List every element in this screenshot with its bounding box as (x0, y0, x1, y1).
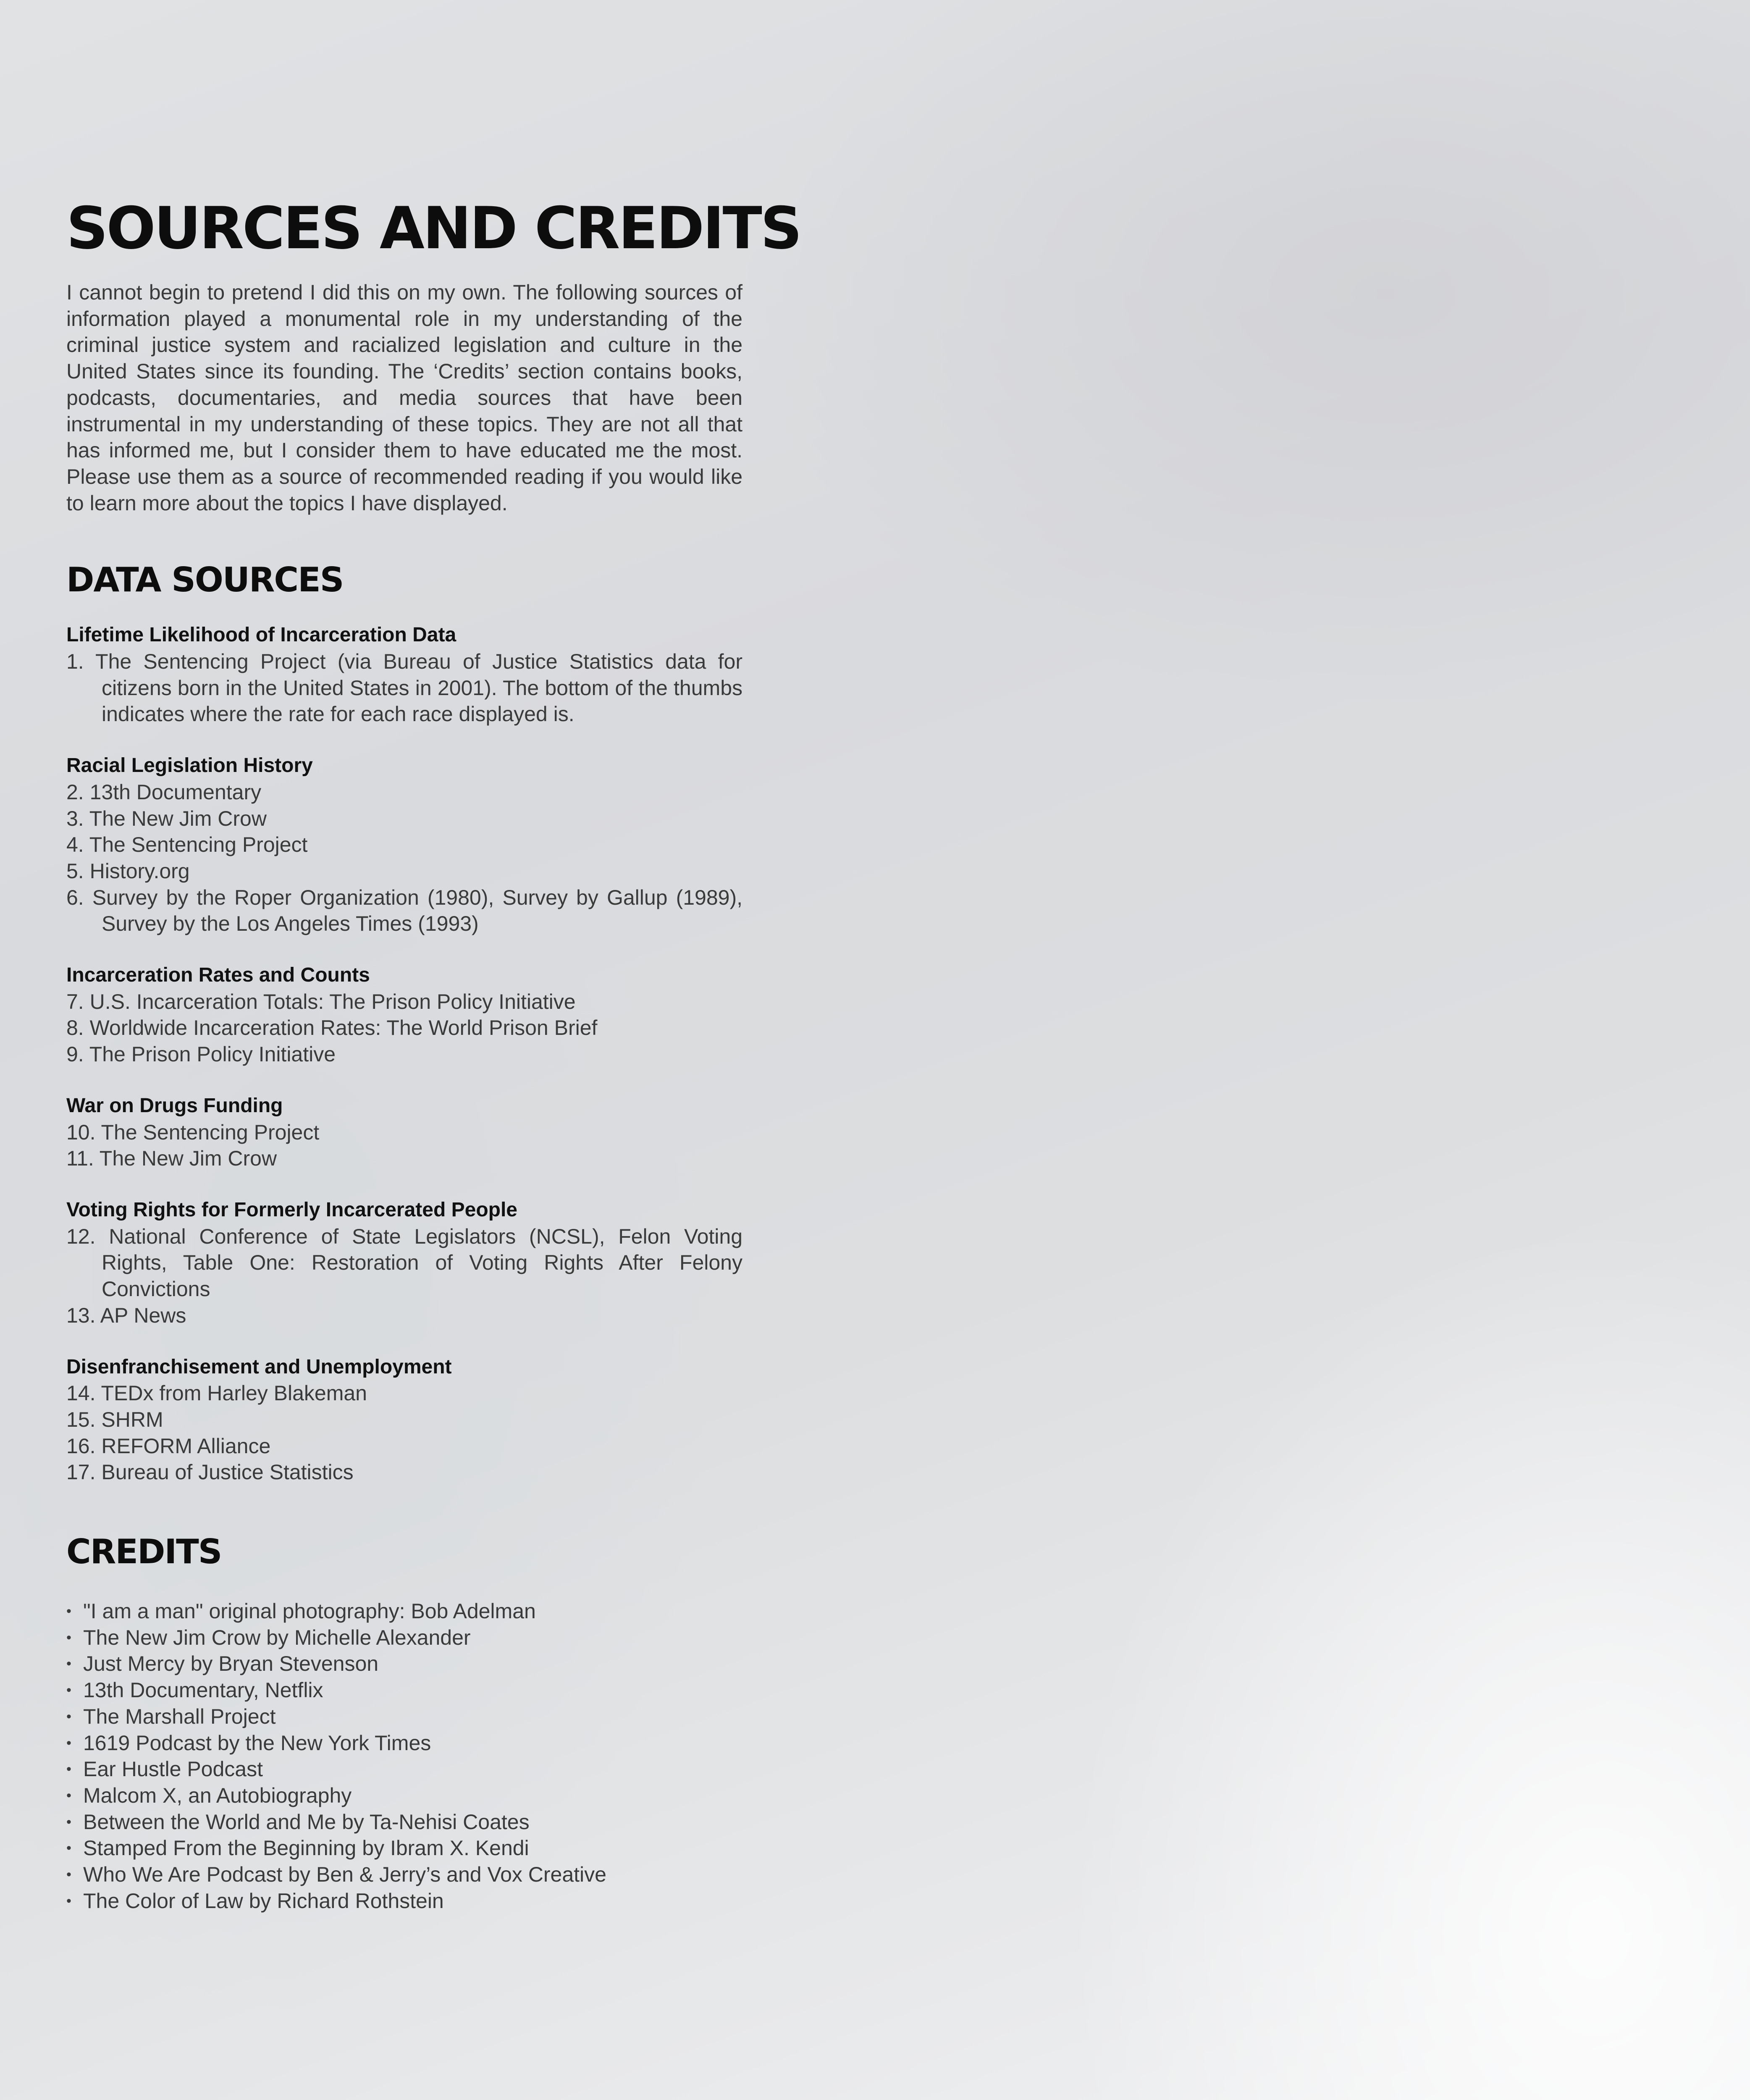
source-group (66, 1354, 743, 1486)
source-entry: 7. U.S. Incarceration Totals: The Prison Policy Initiative (66, 990, 576, 1013)
bullet-glyph: • (66, 1787, 71, 1803)
bullet-glyph: • (66, 1840, 71, 1856)
sources-and-credits-page (66, 194, 801, 1914)
bullet-glyph: • (66, 1682, 71, 1698)
credit-text: 1619 Podcast by the New York Times (83, 1731, 431, 1755)
credit-text: The New Jim Crow by Michelle Alexander (83, 1625, 471, 1649)
source-entry: 16. REFORM Alliance (66, 1434, 271, 1458)
source-group (66, 1197, 743, 1329)
credit-item (66, 1756, 743, 1782)
source-entry: 13. AP News (66, 1303, 186, 1327)
page-title: SOURCES AND CREDITS (66, 194, 801, 262)
credit-text: The Marshall Project (83, 1704, 276, 1728)
source-entry: 11. The New Jim Crow (66, 1147, 277, 1171)
credit-item (66, 1651, 743, 1677)
source-group-title: Incarceration Rates and Counts (66, 964, 370, 987)
source-entries (66, 1119, 743, 1172)
credit-text: The Color of Law by Richard Rothstein (83, 1889, 444, 1913)
credit-item (66, 1809, 743, 1835)
source-group-title: Voting Rights for Formerly Incarcerated People (66, 1198, 517, 1221)
source-entries (66, 1380, 743, 1486)
source-entry: 12. National Conference of State Legislators (NCSL), Felon Voting Rights, Table One: Restoration of Voting Rights After Felony Convictions (66, 1224, 743, 1301)
source-entry: 2. 13th Documentary (66, 780, 262, 804)
source-entries (66, 1223, 743, 1329)
credit-text: Just Mercy by Bryan Stevenson (83, 1652, 379, 1676)
credits-list (66, 1598, 743, 1914)
source-entry: 1. The Sentencing Project (via Bureau of Justice Statistics data for citizens born in the United States in 2001). The bottom of the thumbs indicates where the rate for each race displayed is. (66, 650, 743, 726)
credit-item (66, 1677, 743, 1704)
credits-heading: CREDITS (66, 1532, 222, 1572)
bullet-glyph: • (66, 1735, 71, 1751)
source-entry: 9. The Prison Policy Initiative (66, 1042, 336, 1066)
source-entry: 15. SHRM (66, 1407, 163, 1431)
credit-text: 13th Documentary, Netflix (83, 1678, 323, 1702)
source-group (66, 622, 743, 727)
source-entry: 17. Bureau of Justice Statistics (66, 1460, 354, 1484)
source-entry: 10. The Sentencing Project (66, 1120, 320, 1144)
source-group-title: Lifetime Likelihood of Incarceration Data (66, 624, 457, 646)
bullet-glyph: • (66, 1893, 71, 1909)
source-entry: 14. TEDx from Harley Blakeman (66, 1381, 367, 1405)
source-group-title: Disenfranchisement and Unemployment (66, 1355, 452, 1378)
source-group (66, 962, 743, 1068)
source-group (66, 1093, 743, 1172)
credit-text: Who We Are Podcast by Ben & Jerry’s and Vox Creative (83, 1863, 606, 1887)
source-entry: 6. Survey by the Roper Organization (1980), Survey by Gallup (1989), Survey by the Los Angeles Times (1993) (66, 885, 743, 936)
source-group (66, 753, 743, 937)
data-sources-heading: DATA SOURCES (66, 560, 344, 600)
credit-text: Ear Hustle Podcast (83, 1757, 263, 1781)
bullet-glyph: • (66, 1866, 71, 1883)
bullet-glyph: • (66, 1603, 71, 1620)
bullet-glyph: • (66, 1656, 71, 1672)
source-entry: 3. The New Jim Crow (66, 806, 267, 830)
data-sources-list (66, 622, 743, 1486)
credit-item (66, 1782, 743, 1809)
source-entries (66, 648, 743, 727)
credit-item (66, 1704, 743, 1730)
bullet-glyph: • (66, 1761, 71, 1777)
credit-text: Stamped From the Beginning by Ibram X. Kendi (83, 1836, 529, 1860)
credit-text: "I am a man" original photography: Bob Adelman (83, 1599, 536, 1623)
source-entries (66, 989, 743, 1068)
credit-text: Malcom X, an Autobiography (83, 1783, 352, 1807)
credit-item (66, 1888, 743, 1914)
bullet-glyph: • (66, 1814, 71, 1830)
source-entry: 8. Worldwide Incarceration Rates: The World Prison Brief (66, 1016, 598, 1040)
credit-item (66, 1625, 743, 1651)
credit-item (66, 1861, 743, 1888)
source-group-title: War on Drugs Funding (66, 1094, 283, 1117)
credit-item (66, 1835, 743, 1861)
source-entries (66, 779, 743, 937)
bullet-glyph: • (66, 1708, 71, 1725)
intro-paragraph: I cannot begin to pretend I did this on my own. The following sources of information played a monumental role in my understanding of the criminal justice system and racialized legislation and culture in the United States since its founding. The ‘Credits’ section contains books, podcasts, documentaries, and media sources that have been instrumental in my understanding of these topics. They are not all that has informed me, but I consider them to have educated me the most. Please use them as a source of recommended reading if you would like to learn more about the topics I have displayed. (66, 281, 743, 515)
source-entry: 5. History.org (66, 859, 190, 883)
bullet-glyph: • (66, 1629, 71, 1646)
source-group-title: Racial Legislation History (66, 754, 313, 777)
credit-item (66, 1598, 743, 1625)
credit-text: Between the World and Me by Ta-Nehisi Coates (83, 1810, 530, 1834)
source-entry: 4. The Sentencing Project (66, 833, 308, 857)
credit-item (66, 1730, 743, 1756)
